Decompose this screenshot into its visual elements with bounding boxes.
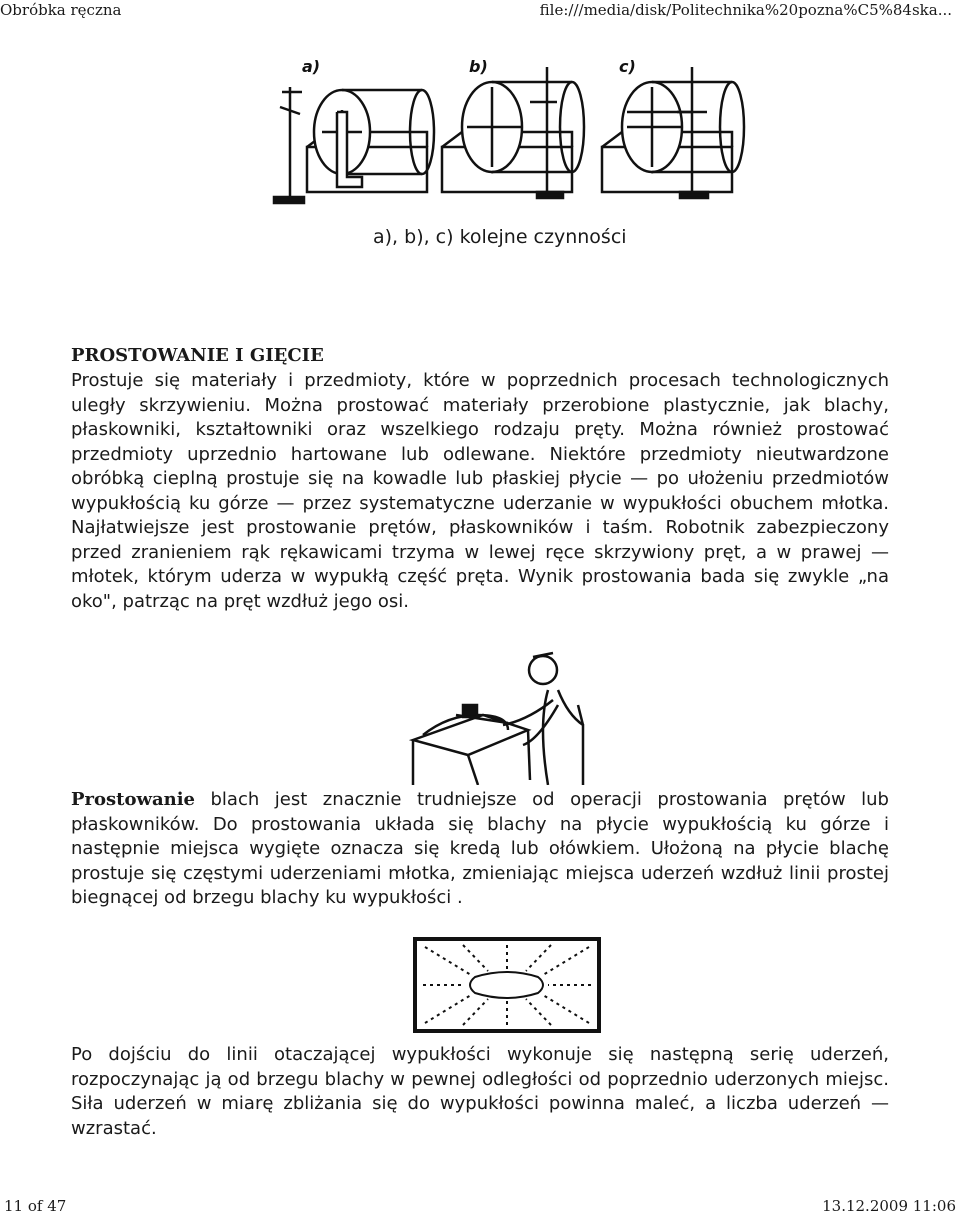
figure-step-b — [442, 67, 584, 198]
figure-caption: a), b), c) kolejne czynności — [373, 226, 627, 248]
figure-worker-straightening — [408, 645, 608, 785]
page-number: 11 of 47 — [4, 1197, 67, 1215]
paragraph-1: Prostuje się materiały i przedmioty, które w poprzednich procesach technologicznych uległy skrzywieniu. Można prostować materiały przerobione plastycznie, jak blachy, płaskowniki, kształtowniki oraz wszelkiego rodzaju pręty. Można również prostować przedmioty uprzednio hartowane lub odlewane. Niektóre przedmioty nieutwardzone obróbką cieplną prostuje się na kowadle lub płaskiej płycie — po ułożeniu przedmiotów wypukłością ku górze — przez systematyczne uderzanie w wypukłości obuchem młotka. Najłatwiejsze jest prostowanie prętów, płaskowników i taśm. Robotnik zabezpieczony przed zranieniem rąk rękawicami trzyma w lewej ręce skrzywiony pręt, a w prawej — młotek, którym uderza w wypukłą część pręta. Wynik prostowania bada się zwykle „na oko", patrząc na pręt wzdłuż jego osi. — [71, 370, 889, 612]
figure-vblock-measurement — [262, 52, 750, 220]
print-datetime: 13.12.2009 11:06 — [822, 1197, 956, 1215]
figure-label-b: b) — [469, 57, 488, 76]
paragraph-3: Po dojściu do linii otaczającej wypukłości wykonuje się następną serię uderzeń, rozpoczynając ją od brzegu blachy w pewnej odległości od poprzednio uderzonych miejsc. Siła uderzeń w miarę zbliżania się do wypukłości powinna maleć, a liczba uderzeń — wzrastać. — [71, 1044, 889, 1139]
figure-label-c: c) — [619, 57, 636, 76]
paragraph-2-lead: Prostowanie — [71, 789, 196, 810]
figure-label-a: a) — [302, 57, 321, 76]
figure-step-a — [274, 87, 434, 203]
section-heading: PROSTOWANIE I GIĘCIE — [71, 345, 324, 366]
figure-sheet-hammering-pattern — [413, 937, 601, 1033]
paragraph-2-text: blach jest znacznie trudniejsze od operacji prostowania prętów lub płaskowników. Do prostowania układa się blachy na płycie wypukłością ku górze i następnie miejsca wygięte oznacza się kredą lub ołówkiem. Ułożoną na płycie blachę prostuje się częstymi uderzeniami młotka, zmieniając miejsca uderzeń wzdłuż linii prostej biegnącej od brzegu blachy ku wypukłości . — [71, 789, 889, 908]
page-url: file:///media/disk/Politechnika%20pozna%C5%84ska... — [539, 1, 952, 19]
figure-step-c — [602, 67, 744, 198]
paragraph-2 — [71, 788, 889, 911]
page-title: Obróbka ręczna — [0, 1, 122, 19]
